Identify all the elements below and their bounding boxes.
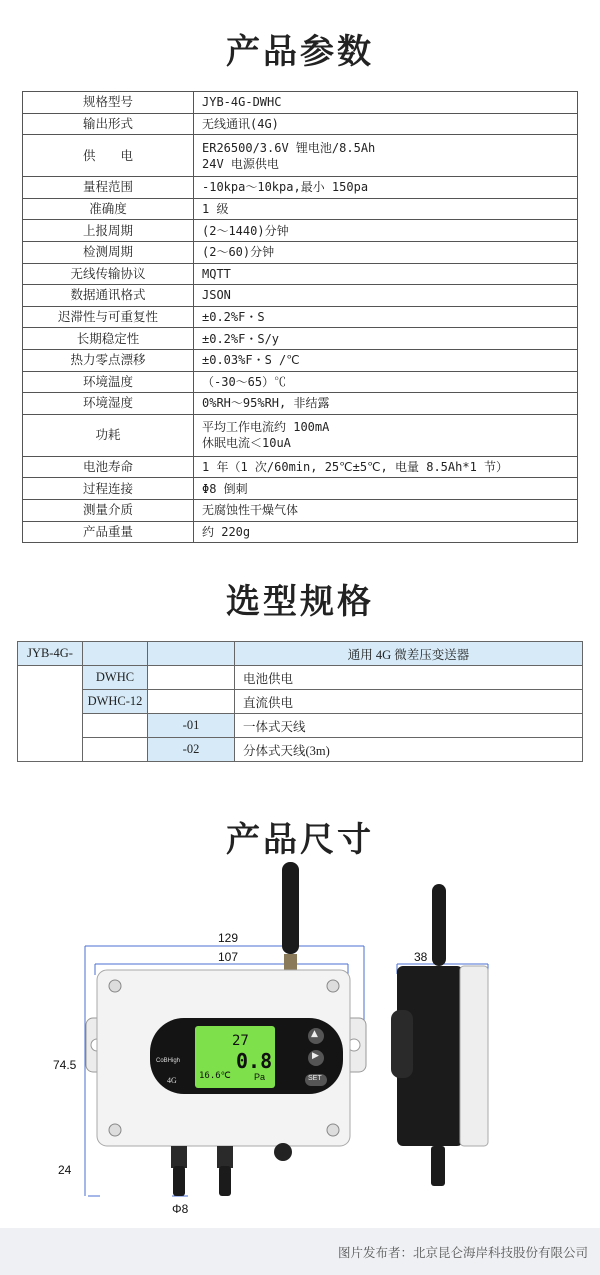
params-row: [23, 478, 578, 500]
brand-logo: CoBHigh: [156, 1058, 181, 1064]
param-value: [194, 393, 578, 415]
params-row: [23, 177, 578, 199]
param-label: 长期稳定性: [23, 328, 194, 350]
dim-port-offset: 24: [58, 1163, 72, 1177]
lcd-main-value: 0.8: [236, 1049, 273, 1073]
param-value: [194, 349, 578, 371]
params-row: [23, 499, 578, 521]
param-label: 准确度: [23, 198, 194, 220]
lcd-top-reading: 27: [232, 1033, 249, 1049]
network-label: 4G: [167, 1076, 177, 1085]
param-value-line: 1 年（1 次/60min, 25℃±5℃, 电量 8.5Ah*1 节）: [202, 460, 509, 475]
param-label: 迟滞性与可重复性: [23, 306, 194, 328]
params-row: [23, 393, 578, 415]
params-row: [23, 328, 578, 350]
dimensions-heading: 产品尺寸: [226, 820, 374, 860]
param-label: 功耗: [23, 414, 194, 456]
empty-cell: [83, 738, 148, 762]
param-value: [194, 241, 578, 263]
param-value: [194, 499, 578, 521]
empty-cell: [148, 690, 235, 714]
param-value-line: 1 级: [202, 202, 229, 217]
params-row: [23, 371, 578, 393]
param-label: 供 电: [23, 135, 194, 177]
selection-row-2: [18, 666, 583, 690]
param-value: [194, 328, 578, 350]
param-value: [194, 263, 578, 285]
param-label: 环境湿度: [23, 393, 194, 415]
description-cell: 通用 4G 微差压变送器: [235, 642, 583, 666]
params-row: [23, 92, 578, 114]
params-row: [23, 113, 578, 135]
set-button[interactable]: SET: [308, 1075, 322, 1082]
params-row: [23, 263, 578, 285]
param-value-line: ±0.2%F・S/y: [202, 331, 280, 346]
param-value: [194, 113, 578, 135]
dim-width-body: 107: [218, 950, 239, 964]
dim-height: 74.5: [53, 1058, 77, 1072]
param-value-line: 24V 电源供电: [202, 156, 279, 171]
param-value-line: -10kpa～10kpa,最小 150pa: [202, 180, 369, 195]
empty-cell: [148, 666, 235, 690]
option-01-cell: -01: [148, 714, 235, 738]
param-value-line: Φ8 倒刺: [202, 481, 248, 496]
params-row: [23, 306, 578, 328]
param-value: [194, 220, 578, 242]
param-value-line: 0%RH～95%RH, 非结露: [202, 396, 330, 411]
param-value: [194, 285, 578, 307]
param-value-line: (2～60)分钟: [202, 245, 275, 260]
lcd-temperature: 16.6℃: [199, 1071, 231, 1081]
selection-row-1: [18, 642, 583, 666]
param-value: [194, 177, 578, 199]
params-row: [23, 135, 578, 177]
param-value-line: 无腐蚀性干燥气体: [202, 503, 299, 518]
param-value-line: 平均工作电流约 100mA: [202, 420, 330, 435]
param-label: 量程范围: [23, 177, 194, 199]
param-value-line: 无线通讯(4G): [202, 116, 279, 131]
up-arrow-icon[interactable]: ▲: [311, 1029, 318, 1039]
param-value: [194, 92, 578, 114]
param-label: 产品重量: [23, 521, 194, 543]
option-dwhc-cell: DWHC: [83, 666, 148, 690]
param-value-line: (2～1440)分钟: [202, 223, 289, 238]
right-arrow-icon[interactable]: ▶: [312, 1051, 319, 1061]
option-01-desc-cell: 一体式天线: [235, 714, 583, 738]
params-heading: 产品参数: [226, 32, 374, 72]
params-table: [22, 91, 578, 543]
params-row: [23, 241, 578, 263]
device-front-illustration: [0, 855, 600, 1225]
param-value: [194, 456, 578, 478]
params-row: [23, 521, 578, 543]
param-value-line: MQTT: [202, 266, 231, 281]
dim-width-total: 129: [218, 931, 239, 945]
param-label: 电池寿命: [23, 456, 194, 478]
footer-bar: [0, 1228, 600, 1275]
param-label: 上报周期: [23, 220, 194, 242]
param-value-line: （-30～65）℃: [202, 374, 287, 389]
param-value: [194, 371, 578, 393]
selection-row-4: [18, 714, 583, 738]
selection-row-5: [18, 738, 583, 762]
param-label: 无线传输协议: [23, 263, 194, 285]
empty-cell: [83, 714, 148, 738]
selection-heading: 选型规格: [226, 582, 374, 622]
option-dwhc12-cell: DWHC-12: [83, 690, 148, 714]
param-label: 过程连接: [23, 478, 194, 500]
param-value: [194, 478, 578, 500]
selection-row-3: [18, 690, 583, 714]
param-value: [194, 521, 578, 543]
param-value: [194, 414, 578, 456]
dim-depth: 38: [414, 950, 428, 964]
empty-cell: [148, 642, 235, 666]
params-row: [23, 349, 578, 371]
antenna-connector: [284, 954, 297, 970]
param-value-line: 休眠电流＜10uA: [202, 436, 291, 451]
param-label: 热力零点漂移: [23, 349, 194, 371]
param-value-line: ±0.03%F・S /℃: [202, 353, 300, 368]
params-row: [23, 414, 578, 456]
lcd-unit: Pa: [254, 1072, 266, 1082]
side-body-light: [460, 966, 488, 1146]
footer-credit: 图片发布者：北京昆仑海岸科技股份有限公司: [337, 1245, 588, 1260]
param-label: 数据通讯格式: [23, 285, 194, 307]
params-row: [23, 198, 578, 220]
param-value-line: 约 220g: [202, 524, 251, 539]
antenna-shape: [282, 862, 299, 954]
param-value: [194, 306, 578, 328]
param-value-line: ±0.2%F・S: [202, 310, 265, 325]
option-02-cell: -02: [148, 738, 235, 762]
params-row: [23, 285, 578, 307]
option-dwhc-desc-cell: 电池供电: [235, 666, 583, 690]
param-value-line: ER26500/3.6V 锂电池/8.5Ah: [202, 140, 376, 155]
param-label: 输出形式: [23, 113, 194, 135]
option-dwhc12-desc-cell: 直流供电: [235, 690, 583, 714]
param-label: 规格型号: [23, 92, 194, 114]
params-row: [23, 456, 578, 478]
params-row: [23, 220, 578, 242]
empty-cell: [18, 666, 83, 762]
model-prefix-cell: JYB-4G-: [18, 642, 83, 666]
param-value-line: JYB-4G-DWHC: [202, 95, 282, 110]
dim-port-diameter: Φ8: [172, 1202, 189, 1216]
option-02-desc-cell: 分体式天线(3m): [235, 738, 583, 762]
param-value: [194, 198, 578, 220]
param-label: 测量介质: [23, 499, 194, 521]
empty-cell: [83, 642, 148, 666]
param-label: 环境温度: [23, 371, 194, 393]
param-value-line: JSON: [202, 288, 231, 303]
param-value: [194, 135, 578, 177]
selection-table: [17, 641, 583, 762]
param-label: 检测周期: [23, 241, 194, 263]
